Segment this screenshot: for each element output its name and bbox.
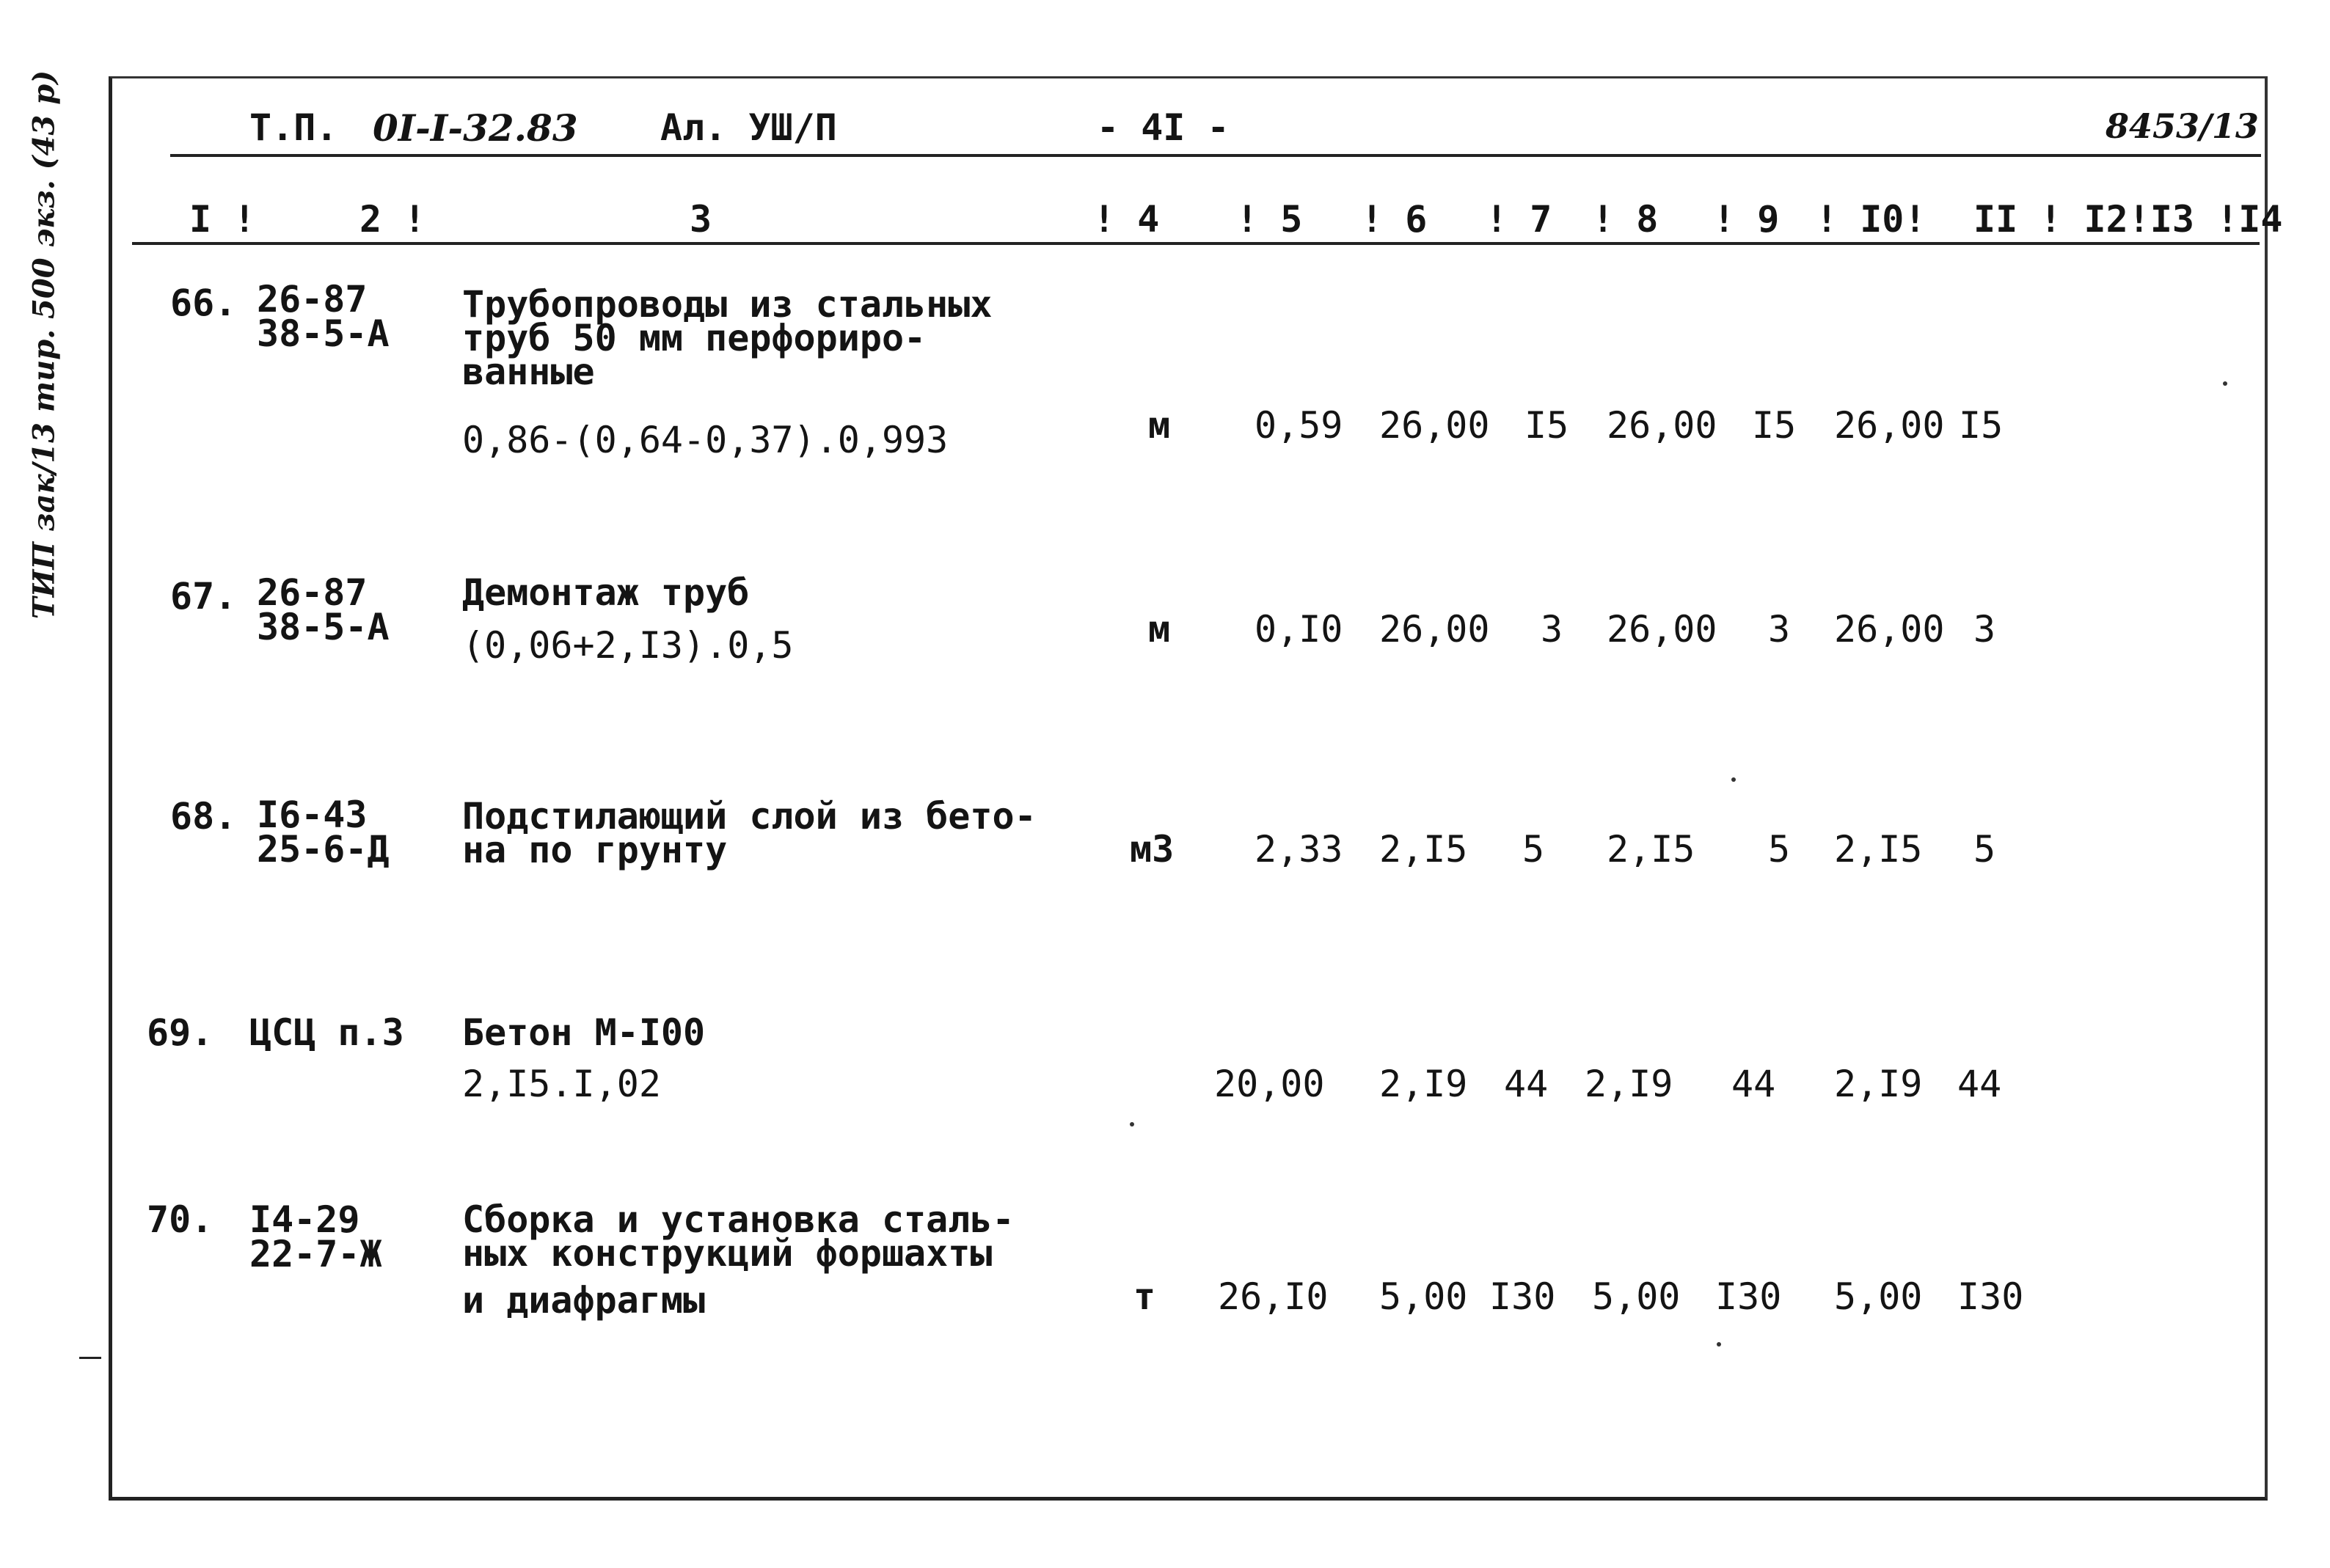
row-number: 66. [170,282,237,324]
margin-mark [79,1357,101,1359]
description-line: труб 50 мм перфориро- [462,317,927,359]
col-header-1: I ! [189,198,256,241]
norm-code: I4-29 [249,1198,360,1241]
col11-cell: 44 [1957,1063,2002,1105]
col9-cell: 44 [1731,1063,1776,1105]
col8-cell: 2,I5 [1607,828,1695,871]
scan-speck [1130,1122,1134,1126]
calc-formula: 2,I5.I,02 [462,1063,661,1105]
series-label: Т.П. [249,106,338,149]
page-number: - 4I - [1097,106,1230,149]
norm-code: 26-87 [257,278,368,320]
header-rule [170,154,2261,157]
norm-code-sub: 22-7-Ж [249,1233,382,1275]
series-number-text: 0I-I-32.83 [373,106,578,150]
quantity-cell: 2,33 [1255,828,1343,871]
col8-cell: 2,I9 [1585,1063,1673,1105]
row-number: 69. [147,1011,213,1054]
col10-cell: 2,I5 [1834,828,1923,871]
row-number: 67. [170,575,237,618]
col7-cell: 3 [1541,608,1563,651]
col9-cell: 3 [1768,608,1791,651]
unit-cell: м3 [1130,828,1175,871]
unit-cell: м [1148,404,1171,447]
scan-speck [2223,381,2227,386]
album-label: Ал. УШ/П [660,106,837,149]
quantity-cell: 26,I0 [1218,1275,1329,1318]
col11-cell: 3 [1973,608,1996,651]
col10-cell: 2,I9 [1834,1063,1923,1105]
calc-formula: (0,06+2,I3).0,5 [462,624,794,667]
description-line: Демонтаж труб [462,571,750,614]
col-header-8: ! 8 [1592,198,1659,241]
col8-cell: 26,00 [1607,608,1717,651]
norm-code-sub: 38-5-А [257,606,390,648]
description-line: Подстилающий слой из бето- [462,795,1037,838]
col-header-3: 3 [690,198,712,241]
unit-cell: м [1148,608,1171,651]
description-line: Трубопроводы из стальных [462,283,993,326]
col6-cell: 2,I9 [1379,1063,1468,1105]
description-line: ванные [462,351,595,393]
col6-cell: 2,I5 [1379,828,1468,871]
col7-cell: I30 [1489,1275,1556,1318]
col10-cell: 26,00 [1834,404,1945,447]
description-line: Бетон М-I00 [462,1011,706,1054]
norm-code-sub: 38-5-А [257,312,390,355]
document-frame [109,76,2268,1501]
col6-cell: 5,00 [1379,1275,1468,1318]
norm-code: ЦСЦ п.3 [249,1011,404,1054]
col7-cell: 44 [1504,1063,1549,1105]
col11-cell: 5 [1973,828,1996,871]
col8-cell: 26,00 [1607,404,1717,447]
col6-cell: 26,00 [1379,404,1490,447]
archive-number-text: 8453/13 [2106,106,2259,146]
col6-cell: 26,00 [1379,608,1490,651]
row-number: 68. [170,795,237,838]
col7-cell: I5 [1524,404,1569,447]
col11-cell: I30 [1957,1275,2024,1318]
col-header-4: ! 4 [1093,198,1160,241]
description-line: Сборка и установка сталь- [462,1198,1015,1241]
side-imprint-note [22,70,66,620]
col9-cell: I30 [1715,1275,1782,1318]
side-imprint-text: ТИП зак/13 тир. 500 экз. (43 р) [26,70,62,620]
scan-speck [1717,1342,1721,1347]
norm-code: 26-87 [257,571,368,614]
col-header-11-14: II ! I2!I3 !I4 [1973,198,2283,241]
norm-code-sub: 25-6-Д [257,828,390,871]
quantity-cell: 20,00 [1214,1063,1325,1105]
col10-cell: 26,00 [1834,608,1945,651]
column-header-rule [132,242,2260,245]
unit-cell: т [1133,1275,1156,1318]
col8-cell: 5,00 [1592,1275,1681,1318]
description-line: и диафрагмы [462,1279,706,1322]
row-number: 70. [147,1198,213,1241]
col11-cell: I5 [1959,404,2004,447]
description-line: ных конструкций форшахты [462,1232,993,1275]
col9-cell: I5 [1752,404,1797,447]
archive-number [2106,106,2259,146]
col9-cell: 5 [1768,828,1791,871]
col10-cell: 5,00 [1834,1275,1923,1318]
description-line: на по грунту [462,829,728,871]
calc-formula: 0,86-(0,64-0,37).0,993 [462,419,949,461]
quantity-cell: 0,I0 [1255,608,1343,651]
scan-speck [1731,777,1736,782]
norm-code: I6-43 [257,794,368,836]
col-header-9: ! 9 [1713,198,1780,241]
col-header-2: 2 ! [359,198,426,241]
quantity-cell: 0,59 [1255,404,1343,447]
series-number [373,106,578,150]
col-header-7: ! 7 [1486,198,1552,241]
col-header-10: ! I0! [1816,198,1927,241]
col-header-5: ! 5 [1236,198,1303,241]
col-header-6: ! 6 [1361,198,1428,241]
col7-cell: 5 [1522,828,1545,871]
